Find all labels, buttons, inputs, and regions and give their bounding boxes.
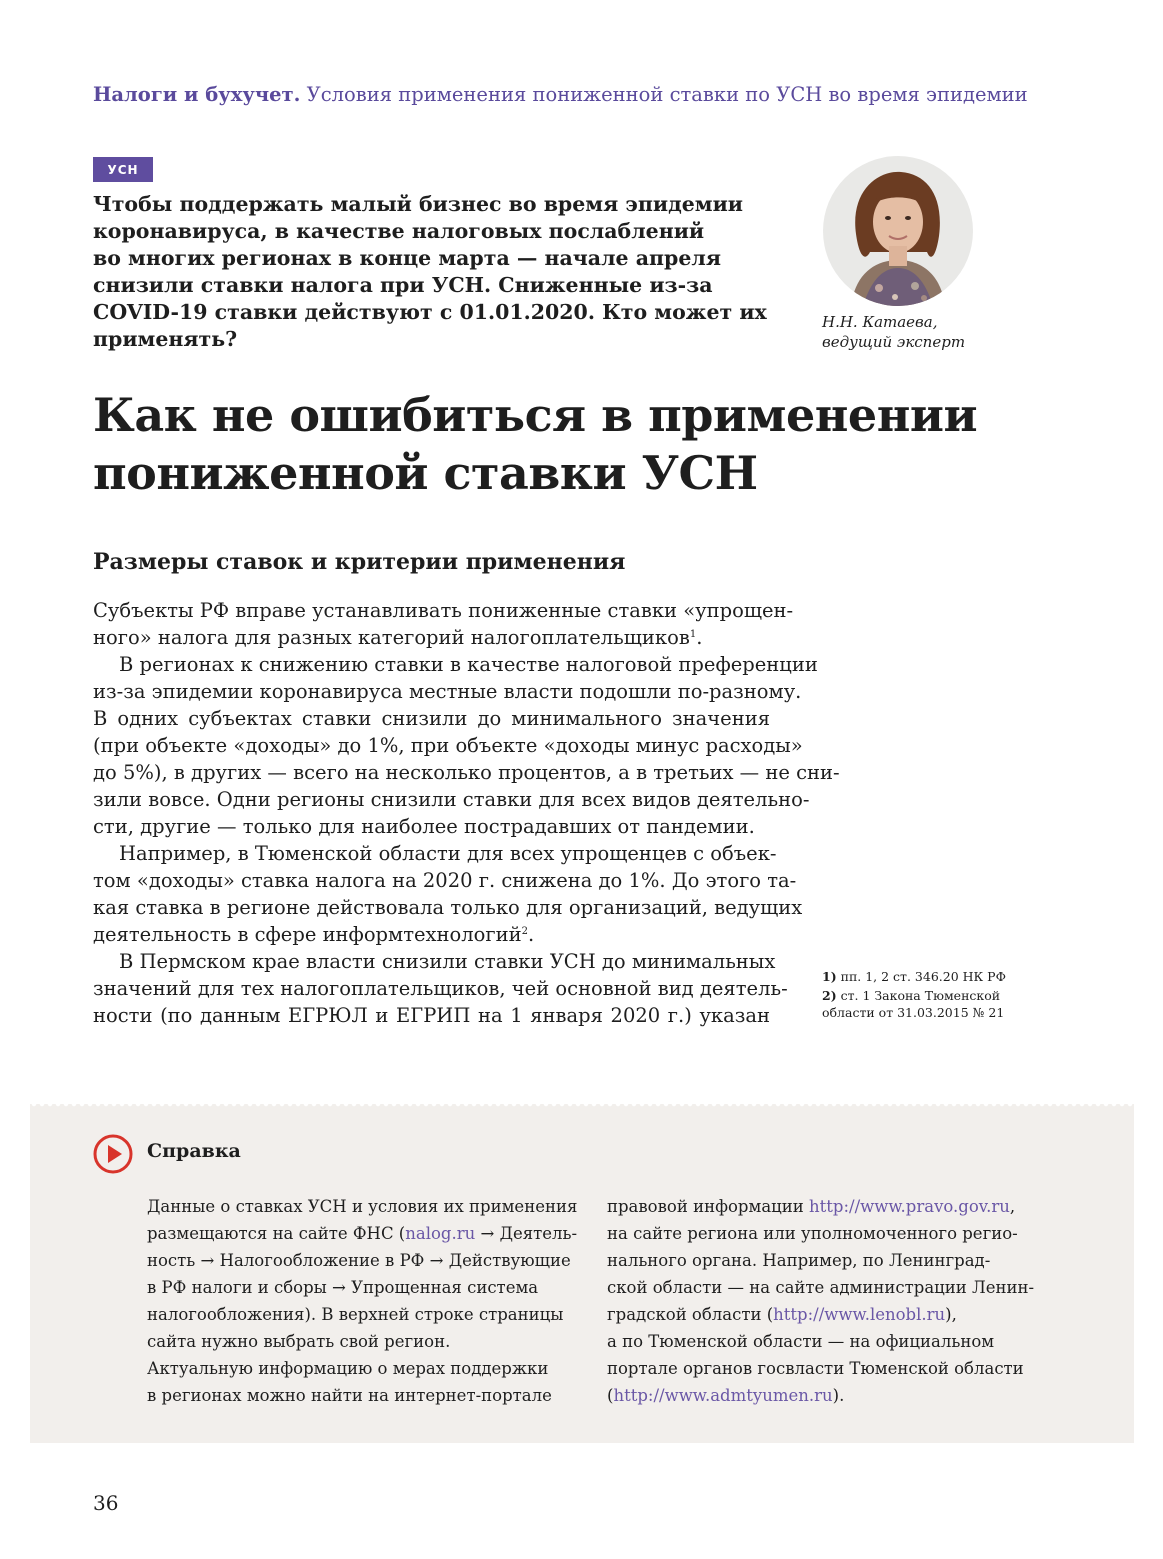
reference-line: на сайте региона или уполномоченного регио- [607, 1224, 1018, 1243]
reference-line: Данные о ставках УСН и условия их применения [147, 1197, 578, 1216]
body-line: ного» налога для разных категорий налогоплательщиков$^1$. [93, 626, 703, 649]
body-line: деятельность в сфере информтехнологий$^2$. [93, 923, 535, 946]
body-text: ного» налога для разных категорий налогоплательщиков [93, 626, 690, 649]
nalog-link[interactable]: nalog.ru [405, 1224, 476, 1243]
body-line: (при объекте «доходы» до 1%, при объекте «доходы минус расходы» [93, 734, 803, 757]
body-line: из-за эпидемии коронавируса местные власти подошли по-разному. [93, 680, 802, 703]
body-line: В регионах к снижению ставки в качестве налоговой преференции [119, 653, 818, 676]
body-text: деятельность в сфере информтехнологий [93, 923, 522, 946]
play-icon [93, 1134, 133, 1174]
page-number: 36 [93, 1491, 119, 1515]
reference-line [607, 1382, 1034, 1409]
admtyumen-link[interactable]: http://www.admtyumen.ru [613, 1386, 833, 1405]
reference-line: в регионах можно найти на интернет-портале [147, 1386, 552, 1405]
running-header-subtitle: Условия применения пониженной ставки по УСН во время эпидемии [306, 83, 1028, 106]
footnote-2 [822, 987, 1006, 1004]
box-edge [30, 1101, 1134, 1107]
reference-text: ). [832, 1386, 845, 1405]
footnote-ref: 2 [521, 926, 528, 937]
lead-line: во многих регионах в конце марта — начале апреля [93, 246, 721, 270]
lead-line: Чтобы поддержать малый бизнес во время эпидемии [93, 192, 744, 216]
reference-text: ( [607, 1386, 614, 1405]
reference-column-right [607, 1193, 1034, 1409]
reference-line: а по Тюменской области — на официальном [607, 1332, 995, 1351]
body-line: В одних субъектах ставки снизили до минимального значения [93, 707, 770, 730]
article-title [93, 386, 977, 502]
author-role: ведущий эксперт [822, 333, 966, 351]
author-name: Н.Н. Катаева, [822, 313, 938, 331]
article-body [93, 597, 840, 1029]
reference-line: портале органов госвласти Тюменской области [607, 1359, 1024, 1378]
title-line: Как не ошибиться в применении [93, 388, 978, 442]
section-name: Налоги и бухучет. [93, 83, 301, 106]
footnote-number: 1) [822, 969, 837, 984]
lead-paragraph [93, 191, 793, 353]
reference-line: ской области — на сайте администрации Ленин- [607, 1278, 1035, 1297]
body-line: Например, в Тюменской области для всех упрощенцев с объек- [119, 842, 777, 865]
reference-line: сайта нужно выбрать свой регион. [147, 1332, 451, 1351]
reference-text: градской области ( [607, 1305, 774, 1324]
reference-text: → Деятель- [475, 1224, 578, 1243]
reference-column-left [147, 1193, 577, 1409]
footnotes [822, 968, 1006, 1021]
footnote-number: 2) [822, 988, 837, 1003]
reference-line [607, 1301, 1034, 1328]
body-line: значений для тех налогоплательщиков, чей основной вид деятель- [93, 977, 788, 1000]
reference-line: налогообложения). В верхней строке страницы [147, 1305, 564, 1324]
author-caption [822, 312, 965, 352]
footnote-2-continued: области от 31.03.2015 № 21 [822, 1005, 1005, 1020]
reference-line: Актуальную информацию о мерах поддержки [147, 1359, 549, 1378]
reference-line: ность → Налогообложение в РФ → Действующие [147, 1251, 571, 1270]
body-line: сти, другие — только для наиболее пострадавших от пандемии. [93, 815, 755, 838]
lead-line: применять? [93, 327, 238, 351]
reference-text: правовой информации [607, 1197, 810, 1216]
body-line: В Пермском крае власти снизили ставки УСН до минимальных [119, 950, 776, 973]
lead-line: снизили ставки налога при УСН. Сниженные из-за [93, 273, 713, 297]
lenobl-link[interactable]: http://www.lenobl.ru [773, 1305, 946, 1324]
body-line: кая ставка в регионе действовала только для организаций, ведущих [93, 896, 803, 919]
lead-line: COVID-19 ставки действуют с 01.01.2020. Кто может их [93, 300, 767, 324]
footnote-1 [822, 968, 1006, 985]
title-line: пониженной ставки УСН [93, 446, 758, 500]
footnote-ref: 1 [689, 629, 697, 640]
section-subheading: Размеры ставок и критерии применения [93, 549, 626, 575]
footnote-text: ст. 1 Закона Тюменской [840, 988, 1001, 1003]
body-line: Субъекты РФ вправе устанавливать пониженные ставки «упрощен- [93, 599, 794, 622]
body-line: ности (по данным ЕГРЮЛ и ЕГРИП на 1 января 2020 г.) указан [93, 1004, 770, 1027]
author-photo [823, 156, 973, 306]
running-header [93, 83, 1028, 106]
reference-text: ), [945, 1305, 957, 1324]
reference-heading: Справка [147, 1140, 241, 1162]
body-line: до 5%), в других — всего на несколько процентов, а в третьих — не сни- [93, 761, 840, 784]
reference-line: нального органа. Например, по Ленинград- [607, 1251, 991, 1270]
pravo-link[interactable]: http://www.pravo.gov.ru [809, 1197, 1010, 1216]
reference-line [607, 1193, 1034, 1220]
reference-line: в РФ налоги и сборы → Упрощенная система [147, 1278, 539, 1297]
reference-line [147, 1220, 577, 1247]
rubric-tag: УСН [93, 157, 153, 182]
body-line: зили вовсе. Одни регионы снизили ставки для всех видов деятельно- [93, 788, 810, 811]
lead-line: коронавируса, в качестве налоговых послаблений [93, 219, 705, 243]
reference-text: , [1009, 1197, 1016, 1216]
reference-text: размещаются на сайте ФНС ( [147, 1224, 406, 1243]
body-line: том «доходы» ставка налога на 2020 г. снижена до 1%. До этого та- [93, 869, 797, 892]
footnote-text: пп. 1, 2 ст. 346.20 НК РФ [840, 969, 1006, 984]
